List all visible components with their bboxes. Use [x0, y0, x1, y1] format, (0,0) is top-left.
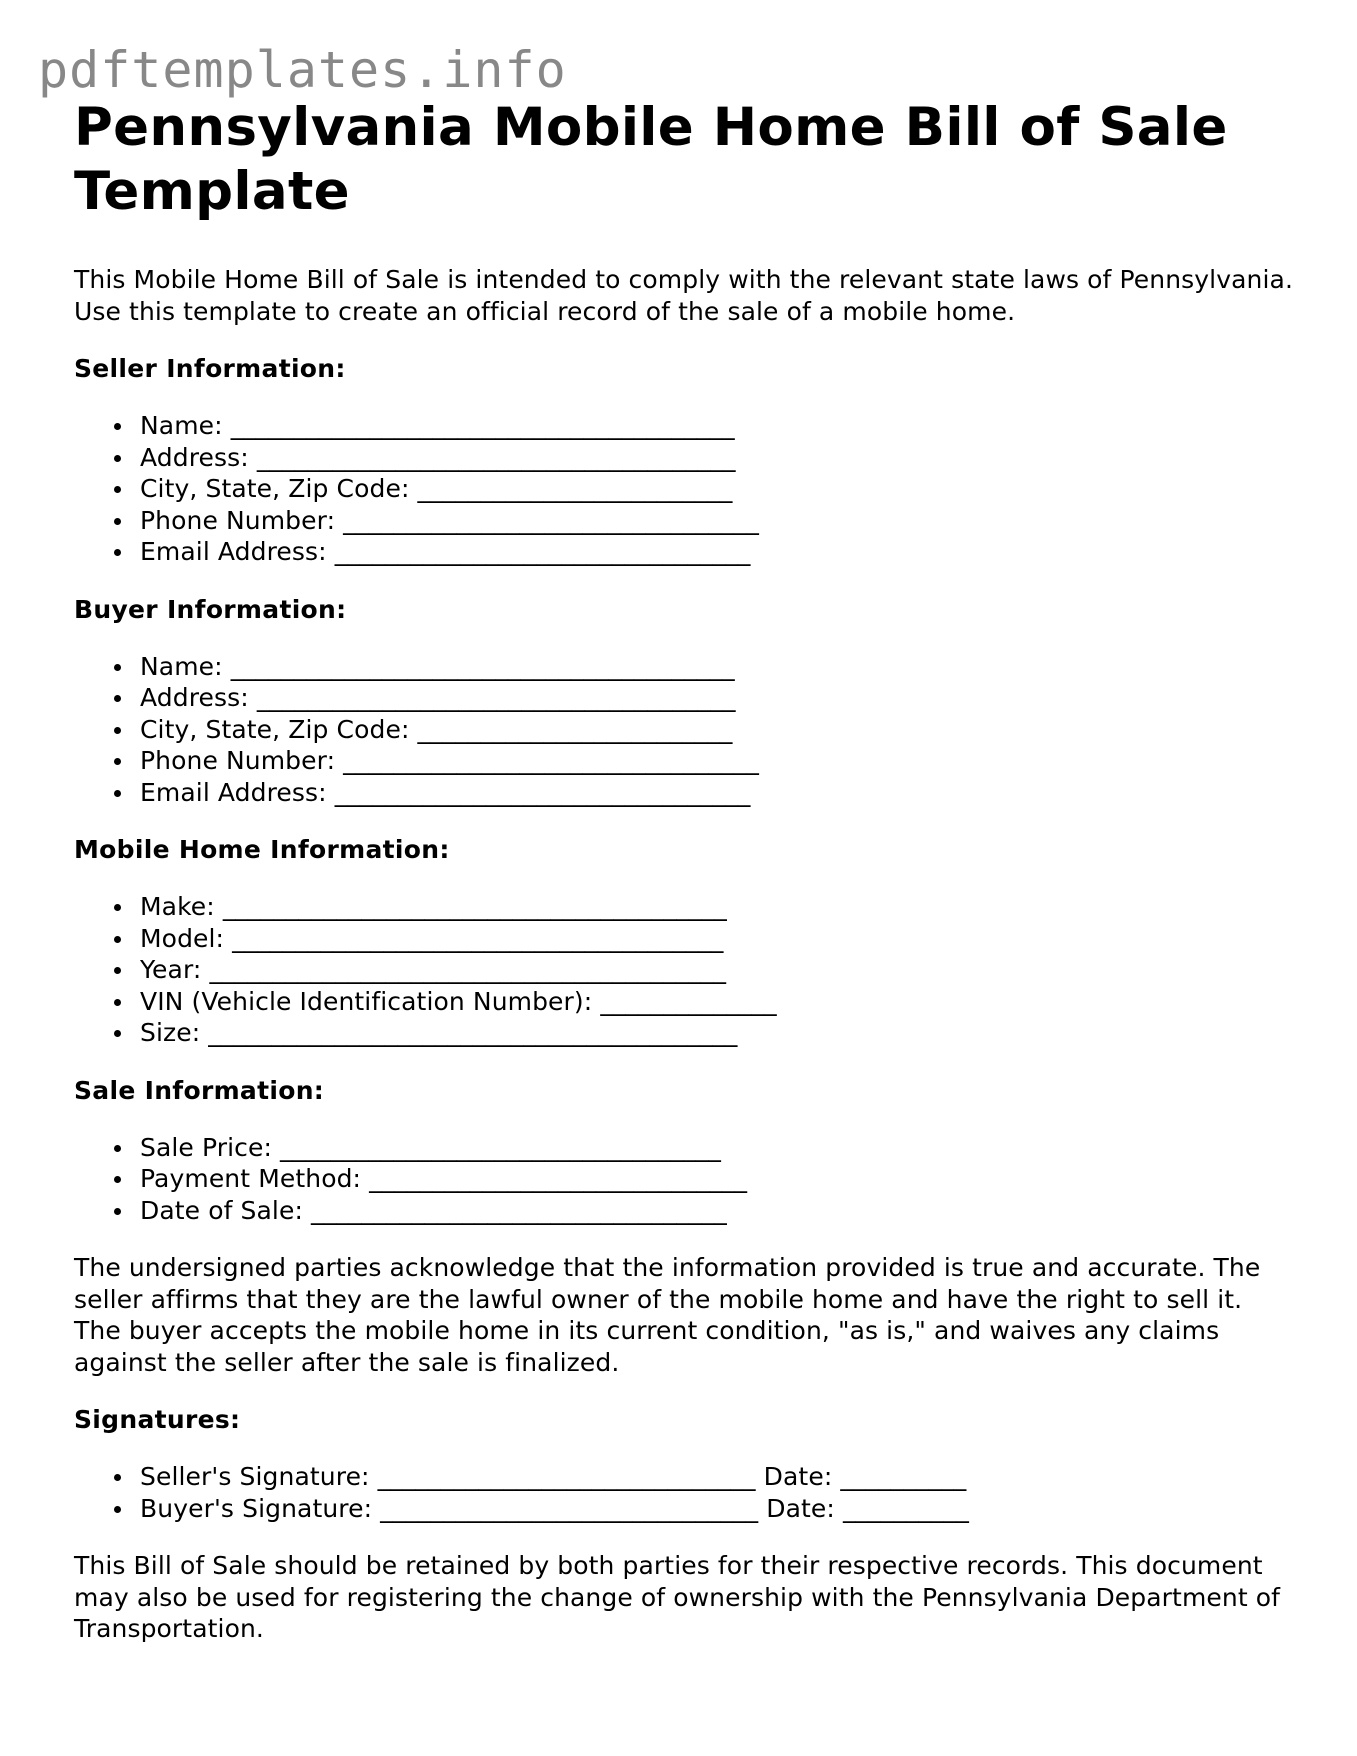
size-field: Size: __________________________________________ — [140, 1017, 1294, 1049]
intro-paragraph: This Mobile Home Bill of Sale is intended to comply with the relevant state laws of Pennsylvania. Use this template to create an official record of the sale of a mobile home. — [74, 265, 1294, 326]
seller-phone-field: Phone Number: _________________________________ — [140, 505, 1294, 537]
mobile-home-heading: Mobile Home Information: — [74, 835, 450, 864]
buyer-signature-field: Buyer's Signature: ______________________________ Date: __________ — [140, 1493, 1294, 1525]
buyer-name-field: Name: ________________________________________ — [140, 651, 1294, 683]
vin-field: VIN (Vehicle Identification Number): ______________ — [140, 986, 1294, 1018]
payment-method-field: Payment Method: ______________________________ — [140, 1163, 1294, 1195]
sale-heading: Sale Information: — [74, 1075, 325, 1105]
make-field: Make: ________________________________________ — [140, 891, 1294, 923]
acknowledgment-paragraph: The undersigned parties acknowledge that the information provided is true and accurate. The seller affirms that they are the lawful owner of the mobile home and have the right to sell it. The buyer accepts the mobile home in its current condition, "as is," and waives any claims against the seller after the sale is finalized. — [74, 1253, 1261, 1377]
seller-field-list — [74, 410, 1294, 568]
model-field: Model: _______________________________________ — [140, 923, 1294, 955]
date-of-sale-field: Date of Sale: _________________________________ — [140, 1195, 1294, 1227]
seller-address-field: Address: ______________________________________ — [140, 442, 1294, 474]
buyer-email-field: Email Address: _________________________________ — [140, 777, 1294, 809]
watermark-text: pdftemplates.info — [38, 41, 567, 99]
buyer-field-list — [74, 651, 1294, 809]
buyer-phone-field: Phone Number: _________________________________ — [140, 745, 1294, 777]
sale-price-field: Sale Price: ___________________________________ — [140, 1132, 1294, 1164]
document-page — [74, 96, 1294, 1645]
mobile-home-field-list — [74, 891, 1294, 1049]
buyer-address-field: Address: ______________________________________ — [140, 682, 1294, 714]
buyer-heading: Buyer Information: — [74, 594, 347, 624]
closing-paragraph: This Bill of Sale should be retained by both parties for their respective records. This document may also be used for registering the change of ownership with the Pennsylvania Department of Transportation. — [74, 1551, 1281, 1643]
buyer-city-state-zip-field: City, State, Zip Code: _________________________ — [140, 714, 1294, 746]
seller-name-field: Name: ________________________________________ — [140, 410, 1294, 442]
sale-field-list — [74, 1132, 1294, 1227]
seller-email-field: Email Address: _________________________________ — [140, 536, 1294, 568]
signatures-heading: Signatures: — [74, 1405, 241, 1434]
signature-field-list — [74, 1461, 1294, 1524]
document-title: Pennsylvania Mobile Home Bill of Sale Template — [74, 97, 1228, 222]
seller-heading: Seller Information: — [74, 354, 346, 383]
year-field: Year: _________________________________________ — [140, 954, 1294, 986]
seller-signature-field: Seller's Signature: ______________________________ Date: __________ — [140, 1461, 1294, 1493]
seller-city-state-zip-field: City, State, Zip Code: _________________________ — [140, 473, 1294, 505]
